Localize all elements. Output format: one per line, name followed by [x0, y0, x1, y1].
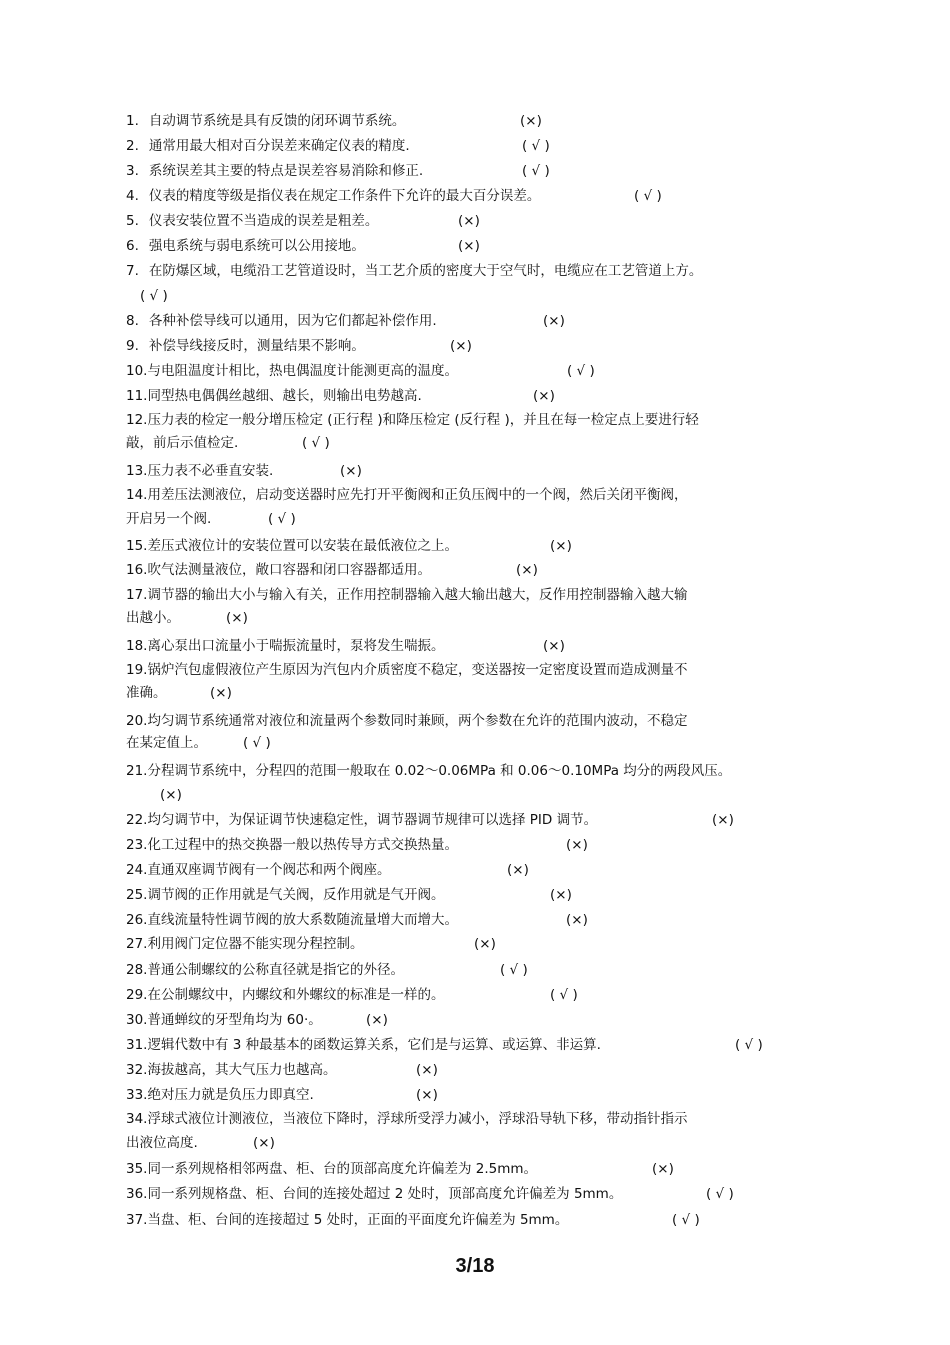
question-number: 10.: [126, 363, 148, 379]
answer-mark: (×): [566, 837, 588, 853]
answer-mark: (×): [458, 238, 480, 254]
question-text: 通常用最大相对百分误差来确定仪表的精度.: [148, 138, 410, 154]
question-number: 16.: [126, 562, 148, 578]
question-text: 浮球式液位计测液位，当液位下降时，浮球所受浮力减小，浮球沿导轨下移，带动指针指示: [147, 1111, 688, 1127]
question-item: [126, 136, 550, 156]
question-number: 23.: [126, 837, 148, 853]
question-number: 34.: [126, 1111, 148, 1127]
answer-mark: (×): [566, 912, 588, 928]
answer-mark: (×): [516, 562, 538, 578]
answer-mark: ( √ ): [706, 1186, 734, 1202]
question-text-continued: 在某定值上。: [126, 735, 207, 751]
question-item: [126, 336, 472, 356]
question-text: 化工过程中的热交换器一般以热传导方式交换热量。: [147, 837, 458, 853]
answer-mark: ( √ ): [735, 1037, 763, 1053]
question-item: [126, 1184, 734, 1204]
answer-mark: ( √ ): [302, 435, 330, 451]
question-number: 18.: [126, 638, 148, 654]
question-text: 差压式液位计的安装位置可以安装在最低液位之上。: [147, 538, 458, 554]
question-text: 压力表不必垂直安装.: [147, 463, 274, 479]
question-item: [126, 560, 538, 580]
question-number: 2.: [126, 138, 139, 154]
answer-mark: ( √ ): [140, 288, 168, 304]
answer-mark: (×): [416, 1062, 438, 1078]
answer-mark: (×): [550, 887, 572, 903]
question-number: 33.: [126, 1087, 148, 1103]
question-number: 32.: [126, 1062, 148, 1078]
answer-mark: ( √ ): [550, 987, 578, 1003]
question-text: 锅炉汽包虚假液位产生原因为汽包内介质密度不稳定，变送器按一定密度设置而造成测量不: [147, 662, 688, 678]
question-number: 28.: [126, 962, 148, 978]
question-text: 直线流量特性调节阀的放大系数随流量增大而增大。: [147, 912, 458, 928]
question-item: [126, 835, 588, 855]
answer-mark: (×): [160, 787, 182, 803]
answer-mark: (×): [543, 638, 565, 654]
answer-mark: ( √ ): [243, 735, 271, 751]
question-number: 36.: [126, 1186, 148, 1202]
question-item: [126, 236, 480, 256]
question-item: [126, 810, 734, 830]
answer-mark: (×): [712, 812, 734, 828]
question-number: 17.: [126, 587, 148, 603]
question-number: 22.: [126, 812, 148, 828]
answer-mark: ( √ ): [672, 1212, 700, 1228]
question-number: 8.: [126, 313, 139, 329]
question-text: 压力表的检定一般分增压检定 (正行程 )和降压检定 (反行程 )，并且在每一检定点上要进行轻: [147, 412, 699, 428]
question-number: 21.: [126, 763, 148, 779]
question-item: [126, 985, 578, 1005]
question-text-continued: 出液位高度.: [126, 1135, 198, 1151]
answer-mark: (×): [458, 213, 480, 229]
question-text: 海拔越高，其大气压力也越高。: [147, 1062, 337, 1078]
question-text: 系统误差其主要的特点是误差容易消除和修正.: [148, 163, 424, 179]
question-text: 补偿导线接反时，测量结果不影响。: [148, 338, 365, 354]
answer-mark: (×): [340, 463, 362, 479]
question-number: 29.: [126, 987, 148, 1003]
answer-mark: (×): [210, 685, 232, 701]
question-text: 逻辑代数中有 3 种最基本的函数运算关系，它们是与运算、或运算、非运算.: [147, 1037, 601, 1053]
question-text-continued: 准确。: [126, 685, 167, 701]
question-text: 在防爆区域，电缆沿工艺管道设时，当工艺介质的密度大于空气时，电缆应在工艺管道上方。: [148, 263, 703, 279]
question-text-continued: 出越小。: [126, 610, 180, 626]
question-number: 1.: [126, 113, 139, 129]
question-item: [126, 461, 362, 481]
question-item: [126, 161, 550, 181]
question-number: 7.: [126, 263, 139, 279]
question-item: [126, 960, 528, 980]
question-text: 同一系列规格相邻两盘、柜、台的顶部高度允许偏差为 2.5mm。: [147, 1161, 538, 1177]
question-number: 15.: [126, 538, 148, 554]
question-number: 4.: [126, 188, 139, 204]
question-item: [126, 536, 572, 556]
question-text: 当盘、柜、台间的连接超过 5 处时，正面的平面度允许偏差为 5mm。: [147, 1212, 569, 1228]
answer-mark: (×): [652, 1161, 674, 1177]
answer-mark: ( √ ): [567, 363, 595, 379]
question-number: 9.: [126, 338, 139, 354]
answer-mark: (×): [450, 338, 472, 354]
question-item: [126, 1010, 388, 1030]
question-number: 37.: [126, 1212, 148, 1228]
page-number: 3/18: [455, 1255, 495, 1277]
question-item: [126, 211, 480, 231]
answer-mark: ( √ ): [268, 511, 296, 527]
question-text: 仪表的精度等级是指仪表在规定工作条件下允许的最大百分误差。: [148, 188, 541, 204]
question-text: 绝对压力就是负压力即真空.: [147, 1087, 314, 1103]
question-item: [126, 1159, 674, 1179]
question-text: 普通蝉纹的牙型角均为 60·。: [147, 1012, 322, 1028]
answer-mark: (×): [474, 936, 496, 952]
question-number: 5.: [126, 213, 139, 229]
question-item: [126, 885, 572, 905]
question-number: 13.: [126, 463, 148, 479]
question-text: 同型热电偶偶丝越细、越长，则输出电势越高.: [147, 388, 422, 404]
question-text: 用差压法测液位，启动变送器时应先打开平衡阀和正负压阀中的一个阀，然后关闭平衡阀，: [147, 487, 688, 503]
question-number: 25.: [126, 887, 148, 903]
question-item: [126, 361, 595, 381]
question-item: [126, 410, 699, 451]
question-item: [126, 761, 732, 803]
question-text: 同一系列规格盘、柜、台间的连接处超过 2 处时，顶部高度允许偏差为 5mm。: [147, 1186, 623, 1202]
question-number: 6.: [126, 238, 139, 254]
answer-mark: ( √ ): [522, 163, 550, 179]
question-number: 20.: [126, 713, 148, 729]
question-number: 26.: [126, 912, 148, 928]
question-item: [126, 1109, 688, 1151]
question-item: [126, 1060, 438, 1080]
question-text: 各种补偿导线可以通用，因为它们都起补偿作用.: [148, 313, 437, 329]
question-item: [126, 1035, 763, 1055]
answer-mark: (×): [543, 313, 565, 329]
question-item: [126, 910, 588, 930]
answer-mark: (×): [416, 1087, 438, 1103]
question-text: 在公制螺纹中，内螺纹和外螺纹的标准是一样的。: [147, 987, 445, 1003]
question-text: 仪表安装位置不当造成的误差是粗差。: [148, 213, 379, 229]
question-text: 与电阻温度计相比，热电偶温度计能测更高的温度。: [147, 363, 458, 379]
question-text: 吹气法测量液位，敞口容器和闭口容器都适用。: [147, 562, 431, 578]
question-item: [126, 660, 688, 701]
question-item: [126, 860, 529, 880]
answer-mark: ( √ ): [522, 138, 550, 154]
question-item: [126, 636, 565, 656]
question-item: [126, 186, 662, 206]
question-number: 30.: [126, 1012, 148, 1028]
question-text-continued: 敲，前后示值检定.: [126, 435, 239, 451]
question-number: 3.: [126, 163, 139, 179]
question-item: [126, 485, 688, 527]
answer-mark: (×): [253, 1135, 275, 1151]
answer-mark: ( √ ): [634, 188, 662, 204]
question-item: [126, 1085, 438, 1105]
question-item: [126, 711, 688, 751]
answer-mark: (×): [507, 862, 529, 878]
question-item: [126, 934, 496, 954]
answer-mark: (×): [226, 610, 248, 626]
question-number: 19.: [126, 662, 148, 678]
question-number: 11.: [126, 388, 148, 404]
question-item: [126, 1210, 700, 1230]
question-text: 均匀调节系统通常对液位和流量两个参数同时兼顾，两个参数在允许的范围内波动，不稳定: [147, 713, 688, 729]
question-text-continued: 开启另一个阀.: [126, 511, 212, 527]
question-number: 14.: [126, 487, 148, 503]
question-item: [126, 585, 688, 626]
question-text: 普通公制螺纹的公称直径就是指它的外径。: [147, 962, 404, 978]
question-text: 强电系统与弱电系统可以公用接地。: [148, 238, 365, 254]
question-item: [126, 261, 703, 304]
question-text: 直通双座调节阀有一个阀芯和两个阀座。: [147, 862, 391, 878]
answer-mark: (×): [520, 113, 542, 129]
question-item: [126, 111, 542, 131]
question-number: 35.: [126, 1161, 148, 1177]
question-item: [126, 386, 555, 406]
question-item: [126, 311, 565, 331]
question-text: 利用阀门定位器不能实现分程控制。: [147, 936, 364, 952]
question-text: 调节阀的正作用就是气关阀，反作用就是气开阀。: [147, 887, 445, 903]
question-text: 离心泵出口流量小于喘振流量时，泵将发生喘振。: [147, 638, 445, 654]
question-text: 均匀调节中，为保证调节快速稳定性，调节器调节规律可以选择 PID 调节。: [147, 812, 598, 828]
answer-mark: ( √ ): [500, 962, 528, 978]
answer-mark: (×): [366, 1012, 388, 1028]
question-number: 31.: [126, 1037, 148, 1053]
question-number: 24.: [126, 862, 148, 878]
question-text: 分程调节系统中，分程四的范围一般取在 0.02～0.06MPa 和 0.06～0.10MPa 均分的两段风压。: [147, 763, 732, 779]
question-text: 自动调节系统是具有反馈的闭环调节系统。: [148, 113, 406, 129]
answer-mark: (×): [533, 388, 555, 404]
answer-mark: (×): [550, 538, 572, 554]
question-number: 27.: [126, 936, 148, 952]
question-number: 12.: [126, 412, 148, 428]
question-text: 调节器的输出大小与输入有关，正作用控制器输入越大输出越大，反作用控制器输入越大输: [147, 587, 688, 603]
